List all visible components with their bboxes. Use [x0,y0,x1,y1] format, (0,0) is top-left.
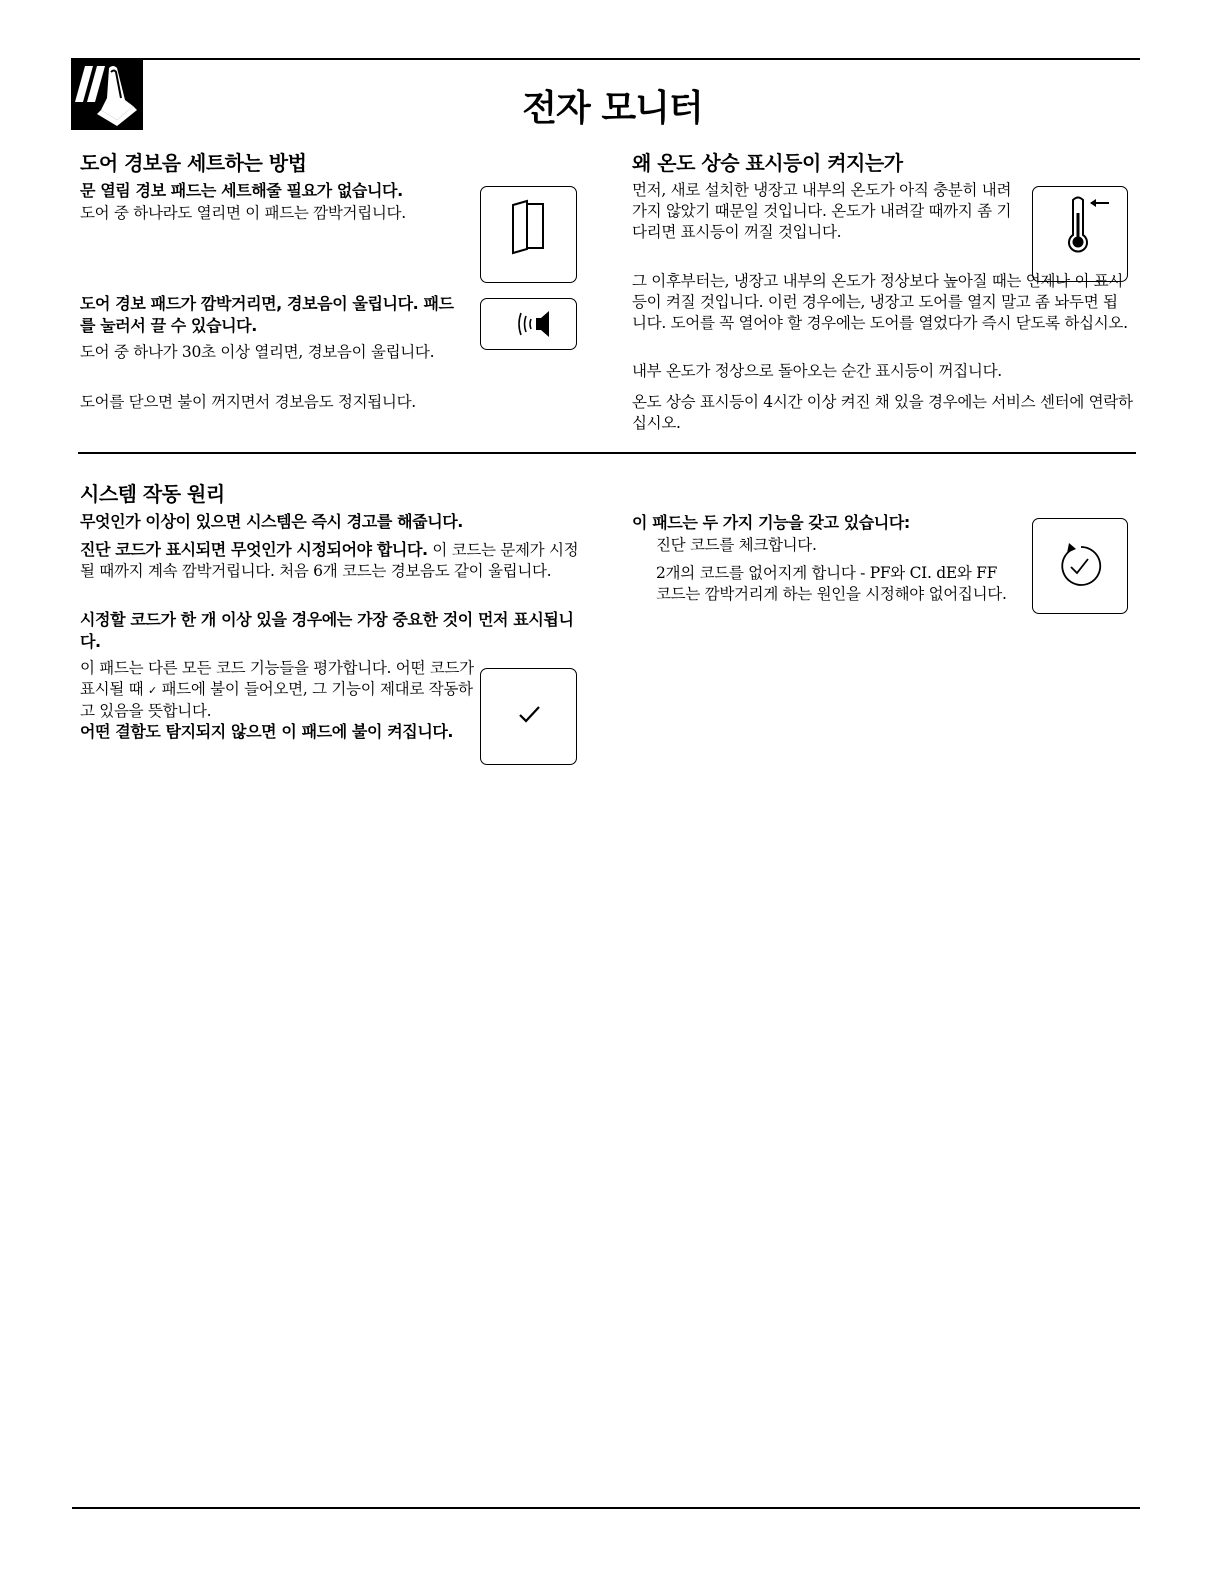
door-icon [481,187,576,282]
system-p2-bold: 진단 코드가 표시되면 무엇인가 시정되어야 합니다. [80,540,428,559]
pad-functions-item2: 2개의 코드를 없어지게 합니다 - PF와 CI. dE와 FF 코드는 깜박거리게 하는 원인을 시정해야 없어집니다. [656,564,1007,603]
door-alarm-p1-text: 도어 중 하나라도 열리면 이 패드는 깜박거립니다. [80,204,406,222]
door-alarm-p1-bold: 문 열림 경보 패드는 세트해줄 필요가 없습니다. [80,181,403,200]
thermometer-icon [1033,187,1127,281]
header-rule [72,58,1140,60]
system-p5-bold: 어떤 결함도 탐지되지 않으면 이 패드에 불이 켜집니다. [80,722,454,741]
check-pad[interactable] [480,668,577,765]
door-alarm-heading: 도어 경보음 세트하는 방법 [80,151,307,175]
footer-rule [72,1507,1140,1509]
temp-light-p3: 내부 온도가 정상으로 돌아오는 순간 표시등이 꺼집니다. [632,362,1002,380]
temp-light-p1: 먼저, 새로 설치한 냉장고 내부의 온도가 아직 충분히 내려가지 않았기 때문일 것입니다. 온도가 내려갈 때까지 좀 기다리면 표시등이 꺼질 것입니다. [632,181,1012,241]
system-p4 [80,658,475,722]
system-p4-text-b: 패드에 불이 들어오면, 그 기능이 제대로 작동하고 있음을 뜻합니다. [80,680,473,720]
speaker-alarm-icon [481,299,576,349]
system-p4-text-a: 이 패드는 다른 모든 코드 기능들을 평가합니다. 어떤 코드가 표시될 때 [80,659,474,698]
pad-functions-heading: 이 패드는 두 가지 기능을 갖고 있습니다: [632,513,910,532]
alarm-pad[interactable] [480,298,577,350]
reset-check-icon [1033,519,1127,613]
temp-alarm-pad[interactable] [1032,186,1128,282]
temp-light-heading: 왜 온도 상승 표시등이 켜지는가 [632,151,903,175]
inline-check-icon: ✓ [147,684,157,697]
temp-light-p2: 그 이후부터는, 냉장고 내부의 온도가 정상보다 높아질 때는 언제나 이 표시등이 켜질 것입니다. 이런 경우에는, 냉장고 도어를 열지 말고 좀 놔두면 됩니다. 도어를 꼭 열어야 할 경우에는 도어를 열었다가 즉시 닫도록 하십시오. [632,272,1128,332]
pad-functions-item1: 진단 코드를 체크합니다. [656,536,817,554]
section-divider [78,452,1136,454]
door-pad[interactable] [480,186,577,283]
system-p2-text: 이 코드는 문제가 시정될 때까지 계속 깜박거립니다. 처음 6개 코드는 경보음도 같이 울립니다. [80,541,579,580]
door-alarm-p4-text: 도어를 닫으면 불이 꺼지면서 경보음도 정지됩니다. [80,393,416,411]
system-p2 [80,539,585,582]
check-icon [481,669,576,764]
system-heading: 시스템 작동 원리 [80,482,225,506]
page-title: 전자 모니터 [522,88,703,129]
door-alarm-p3-text: 도어 중 하나가 30초 이상 열리면, 경보음이 울립니다. [80,343,435,361]
system-p1-bold: 무엇인가 이상이 있으면 시스템은 즉시 경고를 해줍니다. [80,512,463,531]
reset-check-pad[interactable] [1032,518,1128,614]
system-p3-bold: 시정할 코드가 한 개 이상 있을 경우에는 가장 중요한 것이 먼저 표시됩니다. [80,610,574,651]
door-alarm-p2-bold: 도어 경보 패드가 깜박거리면, 경보음이 울립니다. 패드를 눌러서 끌 수 있습니다. [80,294,454,335]
temp-light-p4: 온도 상승 표시등이 4시간 이상 켜진 채 있을 경우에는 서비스 센터에 연락하십시오. [632,393,1133,432]
